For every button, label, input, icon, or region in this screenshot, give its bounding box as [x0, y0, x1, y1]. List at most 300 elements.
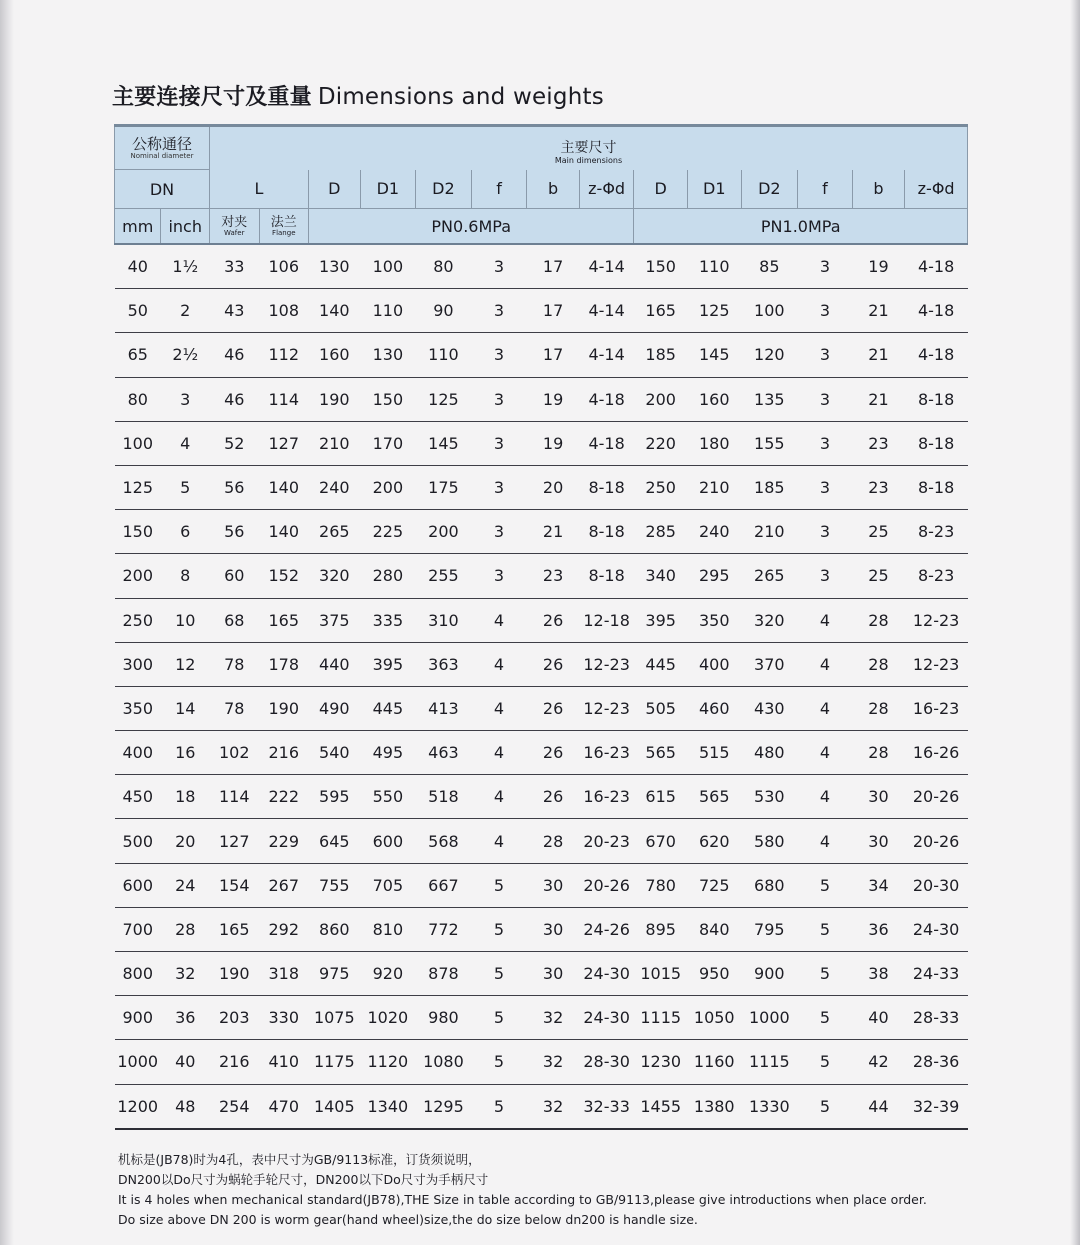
table-cell: 395	[634, 598, 688, 642]
table-cell: 21	[852, 377, 905, 421]
table-cell: 800	[115, 952, 161, 996]
table-cell: 110	[360, 289, 416, 333]
table-row	[115, 686, 968, 730]
table-cell: 1080	[416, 1040, 472, 1084]
table-body	[115, 244, 968, 1129]
table-cell: 140	[259, 465, 309, 509]
table-cell: 100	[360, 244, 416, 289]
table-cell: 56	[210, 510, 260, 554]
table-cell: 4	[798, 598, 853, 642]
header-pn06: PN0.6MPa	[309, 209, 634, 245]
table-cell: 550	[360, 775, 416, 819]
table-cell: 320	[309, 554, 361, 598]
table-cell: 4-18	[905, 289, 968, 333]
header-mm: mm	[115, 209, 161, 245]
table-cell: 12-18	[579, 598, 634, 642]
table-cell: 8-18	[905, 421, 968, 465]
table-cell: 46	[210, 333, 260, 377]
table-cell: 375	[309, 598, 361, 642]
table-cell: 860	[309, 907, 361, 951]
table-cell: 4	[798, 819, 853, 863]
table-cell: 23	[527, 554, 580, 598]
table-cell: 267	[259, 863, 309, 907]
header-pn10: PN1.0MPa	[634, 209, 968, 245]
header-d2-10: D2	[741, 170, 798, 209]
table-cell: 216	[259, 731, 309, 775]
table-cell: 254	[210, 1084, 260, 1129]
table-cell: 4	[471, 642, 527, 686]
table-cell: 285	[634, 510, 688, 554]
table-cell: 26	[527, 642, 580, 686]
table-cell: 480	[741, 731, 798, 775]
table-cell: 216	[210, 1040, 260, 1084]
table-row	[115, 775, 968, 819]
table-cell: 175	[416, 465, 472, 509]
table-cell: 106	[259, 244, 309, 289]
table-cell: 795	[741, 907, 798, 951]
table-cell: 48	[161, 1084, 210, 1129]
table-cell: 112	[259, 333, 309, 377]
table-cell: 350	[687, 598, 741, 642]
table-cell: 900	[741, 952, 798, 996]
table-cell: 17	[527, 333, 580, 377]
table-row	[115, 465, 968, 509]
table-cell: 135	[741, 377, 798, 421]
table-header	[115, 126, 968, 245]
table-cell: 42	[852, 1040, 905, 1084]
table-cell: 28-30	[579, 1040, 634, 1084]
table-cell: 80	[115, 377, 161, 421]
table-cell: 150	[115, 510, 161, 554]
table-cell: 16-23	[579, 775, 634, 819]
table-cell: 200	[115, 554, 161, 598]
table-cell: 3	[471, 333, 527, 377]
table-cell: 114	[259, 377, 309, 421]
table-cell: 505	[634, 686, 688, 730]
table-cell: 515	[687, 731, 741, 775]
table-cell: 5	[471, 863, 527, 907]
table-cell: 30	[527, 863, 580, 907]
table-cell: 25	[852, 510, 905, 554]
table-cell: 26	[527, 598, 580, 642]
table-cell: 4	[471, 775, 527, 819]
table-cell: 5	[798, 1084, 853, 1129]
table-cell: 1075	[309, 996, 361, 1040]
footnote-cn-1: 机标是(JB78)时为4孔，表中尺寸为GB/9113标准，订货须说明，	[118, 1152, 481, 1167]
table-cell: 24-30	[579, 996, 634, 1040]
footnote-en-2: Do size above DN 200 is worm gear(hand wheel)size,the do size below dn200 is handle size.	[118, 1212, 698, 1227]
table-cell: 21	[852, 289, 905, 333]
table-cell: 16	[161, 731, 210, 775]
table-cell: 3	[798, 377, 853, 421]
table-cell: 1015	[634, 952, 688, 996]
table-cell: 440	[309, 642, 361, 686]
table-cell: 8-23	[905, 510, 968, 554]
table-cell: 900	[115, 996, 161, 1040]
table-cell: 3	[798, 554, 853, 598]
table-cell: 220	[634, 421, 688, 465]
table-cell: 2½	[161, 333, 210, 377]
table-cell: 8-23	[905, 554, 968, 598]
table-cell: 16-23	[905, 686, 968, 730]
table-cell: 4-18	[905, 244, 968, 289]
table-cell: 3	[798, 333, 853, 377]
header-wafer: 对夹 Wafer	[210, 209, 260, 245]
table-cell: 4	[471, 598, 527, 642]
table-cell: 463	[416, 731, 472, 775]
header-d1-10: D1	[687, 170, 741, 209]
table-cell: 28-33	[905, 996, 968, 1040]
table-cell: 370	[741, 642, 798, 686]
table-cell: 250	[634, 465, 688, 509]
table-cell: 3	[161, 377, 210, 421]
table-cell: 20-26	[905, 819, 968, 863]
table-cell: 5	[798, 907, 853, 951]
table-cell: 80	[416, 244, 472, 289]
table-cell: 178	[259, 642, 309, 686]
table-cell: 210	[741, 510, 798, 554]
table-cell: 28	[852, 686, 905, 730]
table-cell: 580	[741, 819, 798, 863]
table-cell: 4-18	[579, 377, 634, 421]
table-row	[115, 731, 968, 775]
table-cell: 4	[471, 819, 527, 863]
table-cell: 445	[360, 686, 416, 730]
table-cell: 110	[416, 333, 472, 377]
table-cell: 3	[471, 244, 527, 289]
table-cell: 4	[798, 775, 853, 819]
table-cell: 8-18	[905, 377, 968, 421]
table-cell: 5	[798, 952, 853, 996]
table-cell: 20	[527, 465, 580, 509]
table-cell: 20	[161, 819, 210, 863]
table-cell: 210	[687, 465, 741, 509]
table-cell: 12-23	[905, 598, 968, 642]
title-en: Dimensions and weights	[317, 84, 604, 110]
table-cell: 3	[471, 510, 527, 554]
table-cell: 518	[416, 775, 472, 819]
table-cell: 340	[634, 554, 688, 598]
table-cell: 1330	[741, 1084, 798, 1129]
table-cell: 895	[634, 907, 688, 951]
table-cell: 975	[309, 952, 361, 996]
table-cell: 6	[161, 510, 210, 554]
table-cell: 28	[527, 819, 580, 863]
table-row	[115, 952, 968, 996]
table-cell: 335	[360, 598, 416, 642]
table-cell: 17	[527, 244, 580, 289]
table-row	[115, 598, 968, 642]
table-row	[115, 421, 968, 465]
header-d-06: D	[309, 170, 361, 209]
header-f-06: f	[471, 170, 527, 209]
table-cell: 32	[527, 1040, 580, 1084]
table-cell: 460	[687, 686, 741, 730]
table-cell: 150	[634, 244, 688, 289]
table-row	[115, 863, 968, 907]
table-cell: 318	[259, 952, 309, 996]
table-cell: 667	[416, 863, 472, 907]
table-cell: 470	[259, 1084, 309, 1129]
table-cell: 140	[309, 289, 361, 333]
table-row	[115, 907, 968, 951]
table-cell: 30	[852, 775, 905, 819]
table-cell: 20-26	[579, 863, 634, 907]
table-cell: 23	[852, 465, 905, 509]
table-cell: 530	[741, 775, 798, 819]
table-cell: 565	[687, 775, 741, 819]
table-cell: 19	[852, 244, 905, 289]
table-cell: 3	[471, 421, 527, 465]
table-cell: 17	[527, 289, 580, 333]
table-cell: 295	[687, 554, 741, 598]
table-cell: 44	[852, 1084, 905, 1129]
table-row	[115, 289, 968, 333]
table-cell: 14	[161, 686, 210, 730]
table-cell: 300	[115, 642, 161, 686]
table-cell: 772	[416, 907, 472, 951]
table-cell: 1120	[360, 1040, 416, 1084]
table-cell: 410	[259, 1040, 309, 1084]
table-cell: 280	[360, 554, 416, 598]
table-cell: 114	[210, 775, 260, 819]
table-cell: 500	[115, 819, 161, 863]
table-cell: 3	[471, 289, 527, 333]
table-cell: 4-14	[579, 289, 634, 333]
table-cell: 12-23	[579, 686, 634, 730]
table-cell: 185	[634, 333, 688, 377]
table-cell: 65	[115, 333, 161, 377]
table-cell: 210	[309, 421, 361, 465]
table-cell: 445	[634, 642, 688, 686]
header-flange: 法兰 Flange	[259, 209, 309, 245]
dimensions-table	[114, 124, 968, 1130]
table-cell: 140	[259, 510, 309, 554]
table-cell: 32-33	[579, 1084, 634, 1129]
table-cell: 30	[527, 907, 580, 951]
table-cell: 40	[161, 1040, 210, 1084]
table-cell: 28	[852, 731, 905, 775]
table-cell: 1175	[309, 1040, 361, 1084]
page-edge-right	[1070, 0, 1080, 1245]
table-cell: 700	[115, 907, 161, 951]
table-cell: 350	[115, 686, 161, 730]
table-cell: 21	[852, 333, 905, 377]
table-cell: 1000	[115, 1040, 161, 1084]
table-cell: 33	[210, 244, 260, 289]
table-row	[115, 642, 968, 686]
table-cell: 100	[741, 289, 798, 333]
table-cell: 19	[527, 421, 580, 465]
table-cell: 36	[161, 996, 210, 1040]
table-cell: 4	[471, 731, 527, 775]
table-cell: 24-30	[579, 952, 634, 996]
table-cell: 3	[798, 510, 853, 554]
table-cell: 1050	[687, 996, 741, 1040]
table-cell: 680	[741, 863, 798, 907]
table-cell: 980	[416, 996, 472, 1040]
table-cell: 265	[741, 554, 798, 598]
table-cell: 90	[416, 289, 472, 333]
table-cell: 8-18	[579, 554, 634, 598]
table-cell: 330	[259, 996, 309, 1040]
table-cell: 152	[259, 554, 309, 598]
table-cell: 10	[161, 598, 210, 642]
table-cell: 430	[741, 686, 798, 730]
table-cell: 160	[309, 333, 361, 377]
table-cell: 21	[527, 510, 580, 554]
table-cell: 16-23	[579, 731, 634, 775]
table-cell: 645	[309, 819, 361, 863]
table-row	[115, 554, 968, 598]
table-row	[115, 1084, 968, 1129]
table-cell: 26	[527, 686, 580, 730]
table-cell: 20-23	[579, 819, 634, 863]
table-cell: 50	[115, 289, 161, 333]
table-cell: 8	[161, 554, 210, 598]
table-cell: 1020	[360, 996, 416, 1040]
table-cell: 3	[798, 289, 853, 333]
table-cell: 32	[527, 996, 580, 1040]
table-cell: 100	[115, 421, 161, 465]
table-cell: 56	[210, 465, 260, 509]
table-cell: 40	[852, 996, 905, 1040]
table-cell: 108	[259, 289, 309, 333]
header-d1-06: D1	[360, 170, 416, 209]
table-cell: 25	[852, 554, 905, 598]
footnote-cn-2: DN200以Do尺寸为蜗轮手轮尺寸，DN200以下Do尺寸为手柄尺寸	[118, 1172, 489, 1187]
table-cell: 12	[161, 642, 210, 686]
table-cell: 1160	[687, 1040, 741, 1084]
table-row	[115, 244, 968, 289]
table-cell: 240	[687, 510, 741, 554]
table-cell: 3	[471, 377, 527, 421]
table-cell: 1000	[741, 996, 798, 1040]
table-cell: 878	[416, 952, 472, 996]
table-cell: 400	[687, 642, 741, 686]
header-l: L	[210, 170, 309, 209]
table-cell: 185	[741, 465, 798, 509]
table-cell: 12-23	[579, 642, 634, 686]
table-cell: 127	[210, 819, 260, 863]
table-cell: 450	[115, 775, 161, 819]
table-cell: 3	[798, 465, 853, 509]
table-cell: 125	[687, 289, 741, 333]
page-edge-left	[0, 0, 14, 1245]
table-cell: 292	[259, 907, 309, 951]
table-cell: 1295	[416, 1084, 472, 1129]
table-cell: 30	[852, 819, 905, 863]
table-cell: 4	[161, 421, 210, 465]
header-inch: inch	[161, 209, 210, 245]
table-cell: 840	[687, 907, 741, 951]
table-cell: 165	[259, 598, 309, 642]
table-cell: 130	[309, 244, 361, 289]
table-cell: 4	[798, 642, 853, 686]
table-cell: 920	[360, 952, 416, 996]
table-cell: 595	[309, 775, 361, 819]
table-cell: 24-30	[905, 907, 968, 951]
table-cell: 255	[416, 554, 472, 598]
table-cell: 4	[798, 686, 853, 730]
table-cell: 3	[471, 554, 527, 598]
table-cell: 43	[210, 289, 260, 333]
table-cell: 145	[416, 421, 472, 465]
title-cn: 主要连接尺寸及重量	[112, 85, 312, 110]
table-cell: 1455	[634, 1084, 688, 1129]
table-cell: 78	[210, 642, 260, 686]
table-cell: 4	[798, 731, 853, 775]
table-row	[115, 377, 968, 421]
table-cell: 395	[360, 642, 416, 686]
table-cell: 2	[161, 289, 210, 333]
table-cell: 190	[259, 686, 309, 730]
table-cell: 568	[416, 819, 472, 863]
table-cell: 265	[309, 510, 361, 554]
table-cell: 8-18	[579, 465, 634, 509]
table-cell: 150	[360, 377, 416, 421]
table-cell: 24	[161, 863, 210, 907]
table-cell: 60	[210, 554, 260, 598]
table-cell: 5	[471, 996, 527, 1040]
table-cell: 190	[309, 377, 361, 421]
table-cell: 780	[634, 863, 688, 907]
table-cell: 5	[161, 465, 210, 509]
table-cell: 1115	[634, 996, 688, 1040]
table-cell: 85	[741, 244, 798, 289]
table-cell: 600	[115, 863, 161, 907]
table-cell: 615	[634, 775, 688, 819]
table-cell: 20-26	[905, 775, 968, 819]
table-cell: 3	[798, 244, 853, 289]
table-cell: 190	[210, 952, 260, 996]
table-cell: 1380	[687, 1084, 741, 1129]
table-cell: 755	[309, 863, 361, 907]
table-cell: 24-33	[905, 952, 968, 996]
table-cell: 68	[210, 598, 260, 642]
table-cell: 127	[259, 421, 309, 465]
header-d2-06: D2	[416, 170, 472, 209]
table-cell: 4-14	[579, 333, 634, 377]
header-main-dimensions: 主要尺寸 Main dimensions	[210, 126, 968, 170]
table-cell: 78	[210, 686, 260, 730]
table-cell: 32-39	[905, 1084, 968, 1129]
table-cell: 26	[527, 775, 580, 819]
table-cell: 32	[527, 1084, 580, 1129]
table-cell: 1115	[741, 1040, 798, 1084]
table-cell: 240	[309, 465, 361, 509]
table-cell: 145	[687, 333, 741, 377]
table-cell: 23	[852, 421, 905, 465]
table-cell: 810	[360, 907, 416, 951]
table-cell: 5	[798, 996, 853, 1040]
table-cell: 363	[416, 642, 472, 686]
table-cell: 222	[259, 775, 309, 819]
table-cell: 670	[634, 819, 688, 863]
table-cell: 540	[309, 731, 361, 775]
table-cell: 16-26	[905, 731, 968, 775]
table-cell: 200	[360, 465, 416, 509]
table-cell: 28	[161, 907, 210, 951]
table-cell: 3	[471, 465, 527, 509]
header-nominal-diameter: 公称通径 Nominal diameter	[115, 126, 210, 170]
table-cell: 5	[798, 1040, 853, 1084]
table-cell: 52	[210, 421, 260, 465]
table-cell: 28	[852, 598, 905, 642]
table-cell: 705	[360, 863, 416, 907]
header-d-10: D	[634, 170, 688, 209]
table-cell: 620	[687, 819, 741, 863]
